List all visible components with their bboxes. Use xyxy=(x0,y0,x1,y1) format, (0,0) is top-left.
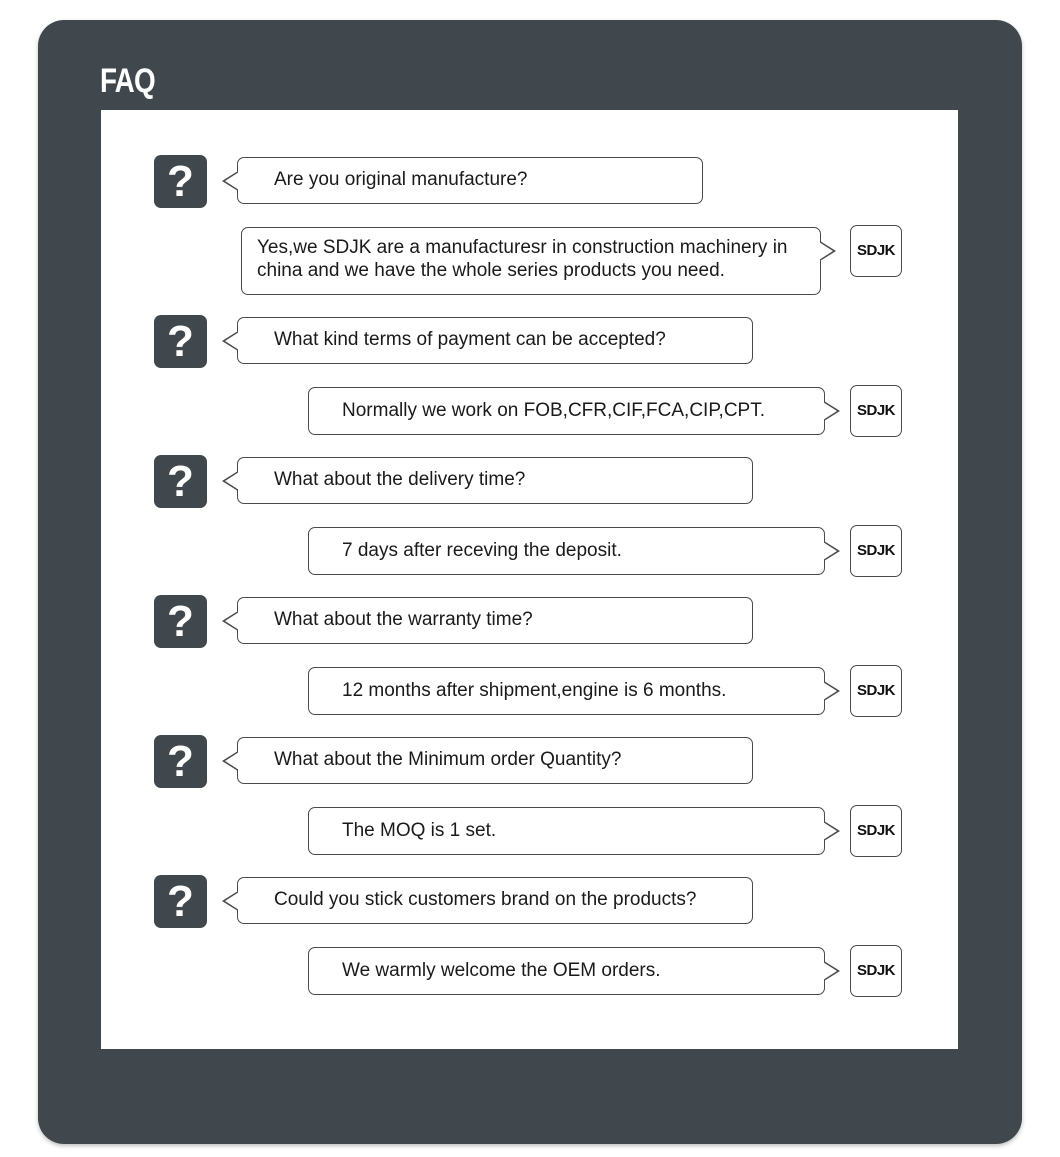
sdjk-logo-icon: SDJK xyxy=(850,805,902,857)
faq-title: FAQ xyxy=(100,62,155,100)
question-bubble: Could you stick customers brand on the products? xyxy=(237,877,753,924)
question-mark-icon: ? xyxy=(154,595,207,648)
faq-item xyxy=(101,410,958,561)
question-bubble: What kind terms of payment can be accepted? xyxy=(237,317,753,364)
answer-bubble: We warmly welcome the OEM orders. xyxy=(308,947,825,995)
sdjk-logo-icon: SDJK xyxy=(850,525,902,577)
answer-bubble: Normally we work on FOB,CFR,CIF,FCA,CIP,CPT. xyxy=(308,387,825,435)
question-mark-icon: ? xyxy=(154,315,207,368)
answer-bubble: 7 days after receving the deposit. xyxy=(308,527,825,575)
sdjk-logo-icon: SDJK xyxy=(850,945,902,997)
question-bubble: Are you original manufacture? xyxy=(237,157,703,204)
sdjk-logo-icon: SDJK xyxy=(850,385,902,437)
faq-item xyxy=(101,110,958,281)
answer-bubble: 12 months after shipment,engine is 6 months. xyxy=(308,667,825,715)
question-mark-icon: ? xyxy=(154,875,207,928)
question-mark-icon: ? xyxy=(154,735,207,788)
question-bubble: What about the warranty time? xyxy=(237,597,753,644)
faq-item xyxy=(101,690,958,841)
sdjk-logo-icon: SDJK xyxy=(850,665,902,717)
answer-bubble: Yes,we SDJK are a manufacturesr in construction machinery in china and we have the whole series products you need. xyxy=(241,227,821,295)
question-mark-icon: ? xyxy=(154,155,207,208)
question-bubble: What about the Minimum order Quantity? xyxy=(237,737,753,784)
sdjk-logo-icon: SDJK xyxy=(850,225,902,277)
faq-item xyxy=(101,550,958,701)
question-bubble: What about the delivery time? xyxy=(237,457,753,504)
question-mark-icon: ? xyxy=(154,455,207,508)
faq-item xyxy=(101,270,958,421)
answer-bubble: The MOQ is 1 set. xyxy=(308,807,825,855)
faq-item xyxy=(101,830,958,981)
faq-panel xyxy=(101,110,958,1049)
